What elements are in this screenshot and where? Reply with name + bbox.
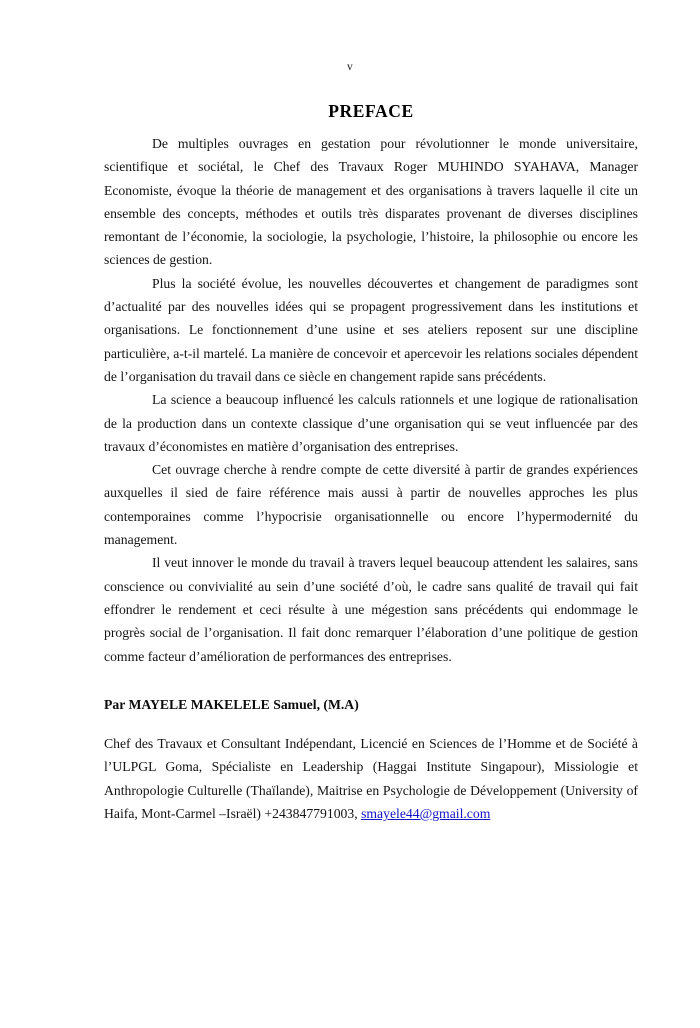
page-content bbox=[104, 100, 638, 825]
author-email-link[interactable]: smayele44@gmail.com bbox=[361, 806, 491, 822]
page-title: PREFACE bbox=[328, 101, 414, 121]
page-number: v bbox=[347, 61, 353, 73]
author-attribution: Par MAYELE MAKELELE Samuel, (M.A) bbox=[104, 696, 359, 712]
preface-paragraph: La science a beaucoup influencé les calculs rationnels et une logique de rationalisation de la production dans un contexte classique d’une organisation qui se veut influencée par des travaux d’économistes en matière d’organisation des entreprises. bbox=[104, 392, 638, 454]
preface-paragraph: Plus la société évolue, les nouvelles découvertes et changement de paradigmes sont d’actualité par des nouvelles idées qui se propagent progressivement dans les institutions et organisations. Le fonctionnement d’une usine et ses ateliers reposent sur une discipline particulière, a-t-il martelé. La manière de concevoir et apercevoir les relations sociales dépendent de l’organisation du travail dans ce siècle en changement rapide sans précédents. bbox=[104, 275, 638, 384]
preface-paragraph: Cet ouvrage cherche à rendre compte de cette diversité à partir de grandes expériences auxquelles il sied de faire référence mais aussi à partir de nouvelles approches les plus contemporaines comme l’hypocrisie organisationnelle ou encore l’hypermodernité du management. bbox=[104, 462, 638, 548]
preface-paragraph: De multiples ouvrages en gestation pour révolutionner le monde universitaire, scientifique et sociétal, le Chef des Travaux Roger MUHINDO SYAHAVA, Manager Economiste, évoque la théorie de management et des organisations à travers laquelle il cite un ensemble des concepts, méthodes et outils très disparates provenant de diverses disciplines remontant de l’économie, la sociologie, la psychologie, l’histoire, la philosophie ou encore les sciences de gestion. bbox=[104, 136, 638, 268]
author-credentials bbox=[104, 732, 638, 825]
signature-block bbox=[104, 693, 638, 825]
preface-paragraph: Il veut innover le monde du travail à travers lequel beaucoup attendent les salaires, sans conscience ou convivialité au sein d’une société d’où, le cadre sans qualité de travail qui fait effondrer le rendement et ceci résulte à une mégestion sans précédents qui endommage le progrès social de l’organisation. Il fait donc remarquer l’élaboration d’une politique de gestion comme facteur d’amélioration de performances des entreprises. bbox=[104, 555, 638, 664]
credentials-text: Chef des Travaux et Consultant Indépendant, Licencié en Sciences de l’Homme et de Société à l’ULPGL Goma, Spécialiste en Leadership (Haggai Institute Singapour), Missiologie et Anthropologie Culturelle (Thaïlande), Maitrise en Psychologie de Développement (University of Haifa, Mont-Carmel –Israël) +243847791003, bbox=[104, 736, 638, 822]
